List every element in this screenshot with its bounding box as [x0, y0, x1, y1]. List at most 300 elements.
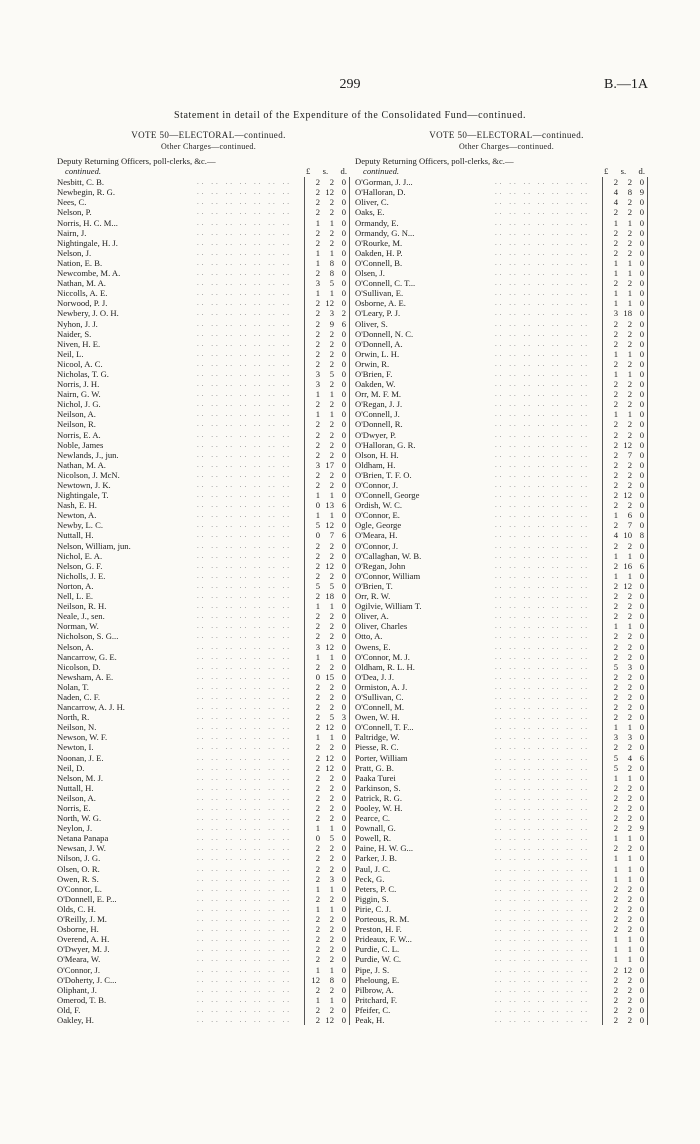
pounds-value: 1: [613, 863, 618, 874]
payee-name: Nicolson, J. McN.: [57, 469, 120, 480]
pounds-value: 1: [315, 823, 320, 834]
pence-value: 0: [639, 580, 644, 591]
leader-dots: .. .. .. .. .. .. ..: [495, 571, 590, 580]
shillings-value: 2: [627, 803, 632, 813]
pence-value: 0: [341, 964, 346, 975]
table-row: [57, 238, 349, 248]
amount: [304, 319, 349, 329]
pounds-value: 1: [315, 247, 320, 258]
payee-name: Prideaux, F. W...: [355, 934, 412, 945]
table-row: [57, 934, 349, 944]
amount: [602, 278, 647, 288]
amount: [304, 551, 349, 561]
pounds-value: 2: [613, 591, 618, 602]
pence-value: 0: [341, 903, 346, 914]
pence-value: 6: [341, 500, 346, 511]
payee-name: Ormandy, G. N...: [355, 227, 415, 238]
amount: [304, 864, 349, 874]
pence-value: 0: [639, 298, 644, 309]
table-row: [57, 631, 349, 641]
amount: [304, 1015, 349, 1025]
leader-dots: .. .. .. .. .. .. ..: [197, 561, 292, 570]
shillings-value: 2: [627, 328, 632, 339]
payee-name: Norris, E. A.: [57, 429, 101, 440]
amount: [602, 319, 647, 329]
pounds-value: 2: [613, 1004, 618, 1015]
pence-value: 0: [639, 268, 644, 279]
table-row: [57, 207, 349, 217]
table-row: [57, 773, 349, 783]
leader-dots: .. .. .. .. .. .. ..: [495, 995, 590, 1004]
shillings-value: 12: [325, 722, 334, 733]
table-row: [57, 490, 349, 500]
amount: [304, 490, 349, 500]
table-row: [355, 369, 647, 379]
leader-dots: .. .. .. .. .. .. ..: [495, 218, 590, 227]
shillings-value: 1: [329, 217, 334, 228]
pence-value: 0: [639, 702, 644, 713]
shillings-value: 8: [329, 257, 334, 268]
amount: [602, 238, 647, 248]
leader-dots: .. .. .. .. .. .. ..: [197, 551, 292, 560]
table-row: [57, 288, 349, 298]
amount: [304, 520, 349, 530]
table-row: [57, 924, 349, 934]
leader-dots: .. .. .. .. .. .. ..: [495, 662, 590, 671]
pence-value: 0: [341, 984, 346, 995]
leader-dots: .. .. .. .. .. .. ..: [495, 359, 590, 368]
shillings-value: 1: [627, 954, 632, 965]
table-row: [57, 763, 349, 773]
leader-dots: .. .. .. .. .. .. ..: [495, 864, 590, 873]
payee-name: Neylon, J.: [57, 823, 93, 834]
table-row: [57, 894, 349, 904]
pence-value: 0: [639, 611, 644, 622]
shillings-header: s.: [322, 166, 329, 177]
payee-name: Oakden, W.: [355, 379, 396, 390]
pounds-value: 2: [613, 490, 618, 501]
table-row: [355, 985, 647, 995]
shillings-value: 2: [329, 691, 334, 702]
shillings-value: 2: [329, 197, 334, 208]
payee-name: Parkinson, S.: [355, 782, 401, 793]
payee-name: Nathan, M. A.: [57, 459, 106, 470]
table-row: [57, 339, 349, 349]
shillings-value: 12: [325, 187, 334, 198]
pounds-value: 2: [315, 237, 320, 248]
shillings-value: 2: [627, 177, 632, 188]
leader-dots: .. .. .. .. .. .. ..: [197, 612, 292, 621]
table-row: [57, 329, 349, 339]
pounds-value: 2: [315, 934, 320, 945]
leader-dots: .. .. .. .. .. .. ..: [197, 511, 292, 520]
shillings-value: 1: [329, 389, 334, 400]
pounds-value: 2: [613, 389, 618, 400]
amount: [602, 1015, 647, 1025]
entry-list: [57, 177, 350, 1025]
amount: [602, 440, 647, 450]
table-row: [57, 187, 349, 197]
amount: [304, 187, 349, 197]
pounds-value: 1: [613, 722, 618, 733]
shillings-value: 1: [627, 944, 632, 955]
amount: [304, 642, 349, 652]
pounds-value: 2: [315, 570, 320, 581]
shillings-value: 2: [627, 358, 632, 369]
column-header: [355, 156, 648, 177]
amount: [304, 430, 349, 440]
table-row: [355, 833, 647, 843]
pence-value: 0: [341, 419, 346, 430]
pence-value: 0: [341, 368, 346, 379]
amount: [304, 177, 349, 187]
leader-dots: .. .. .. .. .. .. ..: [495, 188, 590, 197]
amount: [602, 642, 647, 652]
shillings-value: 12: [325, 560, 334, 571]
pounds-value: 2: [315, 813, 320, 824]
table-row: [57, 510, 349, 520]
leader-dots: .. .. .. .. .. .. ..: [197, 632, 292, 641]
leader-dots: .. .. .. .. .. .. ..: [197, 662, 292, 671]
leader-dots: .. .. .. .. .. .. ..: [495, 652, 590, 661]
shillings-value: 2: [329, 570, 334, 581]
pounds-value: 2: [315, 772, 320, 783]
pounds-value: 1: [315, 389, 320, 400]
amount: [602, 985, 647, 995]
leader-dots: .. .. .. .. .. .. ..: [495, 521, 590, 530]
shillings-value: 2: [627, 459, 632, 470]
pounds-value: 2: [315, 560, 320, 571]
pounds-value: 2: [315, 873, 320, 884]
amount: [602, 864, 647, 874]
pence-value: 0: [639, 237, 644, 248]
amount: [304, 924, 349, 934]
pence-value: 0: [639, 944, 644, 955]
shillings-value: 2: [627, 782, 632, 793]
payee-name: O'Donnell, N. C.: [355, 328, 414, 339]
shillings-value: 2: [329, 540, 334, 551]
pence-value: 0: [341, 358, 346, 369]
pence-value: 0: [341, 197, 346, 208]
shillings-value: 1: [329, 409, 334, 420]
pence-value: 0: [639, 934, 644, 945]
amount: [602, 914, 647, 924]
pence-value: 0: [639, 409, 644, 420]
shillings-value: 2: [627, 207, 632, 218]
table-row: [57, 500, 349, 510]
pounds-value: 2: [613, 278, 618, 289]
shillings-value: 18: [623, 308, 632, 319]
pence-value: 0: [639, 308, 644, 319]
shillings-value: 1: [627, 621, 632, 632]
shillings-value: 2: [627, 540, 632, 551]
amount: [602, 773, 647, 783]
pence-value: 0: [639, 177, 644, 188]
amount: [602, 843, 647, 853]
table-row: [355, 450, 647, 460]
pence-value: 0: [639, 691, 644, 702]
payee-name: Paltridge, W.: [355, 732, 400, 743]
pence-value: 0: [341, 833, 346, 844]
shillings-value: 5: [329, 712, 334, 723]
pounds-header: £: [604, 166, 609, 177]
leader-dots: .. .. .. .. .. .. ..: [495, 380, 590, 389]
pence-value: 0: [639, 490, 644, 501]
shillings-value: 1: [329, 823, 334, 834]
amount: [602, 611, 647, 621]
pounds-value: 1: [315, 288, 320, 299]
pence-value: 0: [639, 358, 644, 369]
shillings-value: 2: [329, 661, 334, 672]
table-row: [355, 692, 647, 702]
leader-dots: .. .. .. .. .. .. ..: [495, 531, 590, 540]
pence-value: 0: [639, 338, 644, 349]
table-row: [57, 853, 349, 863]
pounds-value: 1: [613, 550, 618, 561]
payee-name: Nightingale, T.: [57, 490, 109, 501]
table-row: [57, 278, 349, 288]
leader-dots: .. .. .. .. .. .. ..: [197, 289, 292, 298]
pounds-value: 2: [613, 803, 618, 813]
pounds-value: 2: [315, 944, 320, 955]
table-row: [355, 329, 647, 339]
leader-dots: .. .. .. .. .. .. ..: [495, 178, 590, 187]
table-row: [57, 369, 349, 379]
pounds-value: 2: [613, 540, 618, 551]
amount: [602, 409, 647, 419]
pounds-value: 2: [613, 924, 618, 935]
pounds-value: 1: [613, 853, 618, 864]
leader-dots: .. .. .. .. .. .. ..: [495, 854, 590, 863]
leader-dots: .. .. .. .. .. .. ..: [197, 995, 292, 1004]
payee-name: Oldham, R. L. H.: [355, 661, 415, 672]
leader-dots: .. .. .. .. .. .. ..: [495, 289, 590, 298]
leader-dots: .. .. .. .. .. .. ..: [495, 773, 590, 782]
payee-name: Piesse, R. C.: [355, 742, 399, 753]
payee-name: Norman, W.: [57, 621, 99, 632]
payee-name: Nesbitt, C. B.: [57, 177, 105, 188]
pence-value: 0: [341, 187, 346, 198]
pence-value: 0: [341, 974, 346, 985]
pounds-value: 2: [613, 469, 618, 480]
leader-dots: .. .. .. .. .. .. ..: [197, 925, 292, 934]
amount: [602, 288, 647, 298]
pence-value: 0: [639, 772, 644, 783]
leader-dots: .. .. .. .. .. .. ..: [197, 692, 292, 701]
table-row: [355, 218, 647, 228]
shillings-value: 3: [627, 661, 632, 672]
table-row: [355, 379, 647, 389]
shillings-value: 2: [627, 601, 632, 612]
amount: [602, 652, 647, 662]
table-row: [355, 611, 647, 621]
payee-name: Nation, E. B.: [57, 257, 103, 268]
payee-name: O'Halloran, G. R.: [355, 439, 416, 450]
payee-name: Oakden, H. P.: [355, 247, 403, 258]
leader-dots: .. .. .. .. .. .. ..: [197, 824, 292, 833]
leader-dots: .. .. .. .. .. .. ..: [495, 743, 590, 752]
table-row: [355, 813, 647, 823]
pounds-value: 3: [315, 379, 320, 390]
pounds-value: 12: [311, 974, 320, 985]
leader-dots: .. .. .. .. .. .. ..: [495, 269, 590, 278]
shillings-value: 2: [627, 237, 632, 248]
table-row: [57, 864, 349, 874]
shillings-value: 2: [627, 197, 632, 208]
amount: [602, 369, 647, 379]
amount: [602, 924, 647, 934]
shillings-value: 2: [627, 1004, 632, 1015]
amount: [602, 197, 647, 207]
shillings-value: 1: [329, 490, 334, 501]
leader-dots: .. .. .. .. .. .. ..: [197, 481, 292, 489]
payee-name: O'Regan, J. J.: [355, 399, 403, 410]
pounds-value: 1: [613, 268, 618, 279]
pence-value: 0: [639, 227, 644, 238]
pence-value: 0: [341, 651, 346, 662]
amount: [304, 793, 349, 803]
table-row: [355, 430, 647, 440]
payee-name: Owens, E.: [355, 641, 391, 652]
shillings-value: 2: [329, 631, 334, 642]
page-number: 299: [339, 77, 361, 92]
shillings-value: 2: [329, 358, 334, 369]
table-row: [57, 662, 349, 672]
table-row: [57, 470, 349, 480]
shillings-value: 1: [627, 217, 632, 228]
currency-header: [604, 166, 648, 176]
payee-name: Omerod, T. B.: [57, 994, 107, 1005]
pence-value: 0: [341, 742, 346, 753]
pounds-value: 0: [315, 833, 320, 844]
amount: [602, 389, 647, 399]
pence-value: 0: [639, 964, 644, 975]
table-row: [355, 823, 647, 833]
pounds-value: 1: [315, 217, 320, 228]
payee-name: Pirie, C. J.: [355, 903, 392, 914]
payee-name: Neilson, A.: [57, 409, 96, 420]
pounds-value: 2: [613, 974, 618, 985]
pounds-value: 2: [613, 843, 618, 854]
amount: [602, 490, 647, 500]
table-row: [57, 753, 349, 763]
leader-dots: .. .. .. .. .. .. ..: [495, 248, 590, 257]
pounds-value: 2: [315, 197, 320, 208]
table-row: [57, 541, 349, 551]
entry-list: [355, 177, 648, 1025]
amount: [602, 339, 647, 349]
table-row: [57, 975, 349, 985]
pounds-value: 2: [315, 691, 320, 702]
pence-value: 0: [341, 207, 346, 218]
leader-dots: .. .. .. .. .. .. ..: [495, 430, 590, 439]
leader-dots: .. .. .. .. .. .. ..: [197, 359, 292, 368]
shillings-value: 2: [627, 500, 632, 511]
pence-value: 0: [639, 500, 644, 511]
pounds-value: 2: [315, 681, 320, 692]
payee-name: Nelson, William, jun.: [57, 540, 131, 551]
amount: [602, 207, 647, 217]
pounds-value: 2: [315, 348, 320, 359]
amount: [304, 853, 349, 863]
payee-name: Nairn, J.: [57, 227, 87, 238]
shillings-value: 2: [627, 399, 632, 410]
table-row: [355, 742, 647, 752]
leader-dots: .. .. .. .. .. .. ..: [495, 955, 590, 964]
table-row: [355, 965, 647, 975]
amount: [304, 238, 349, 248]
payee-name: Nichol, J. G.: [57, 399, 101, 410]
pounds-value: 2: [315, 358, 320, 369]
pence-value: 0: [639, 591, 644, 602]
shillings-value: 12: [325, 298, 334, 309]
payee-name: North, R.: [57, 712, 90, 723]
pounds-value: 2: [613, 419, 618, 430]
payee-name: Parker, J. B.: [355, 853, 397, 864]
shillings-value: 1: [329, 732, 334, 743]
shillings-value: 2: [329, 480, 334, 490]
amount: [602, 793, 647, 803]
table-row: [355, 460, 647, 470]
payee-name: Nancarrow, G. E.: [57, 651, 117, 662]
shillings-value: 1: [627, 570, 632, 581]
table-row: [355, 934, 647, 944]
pounds-value: 2: [315, 338, 320, 349]
pence-value: 8: [639, 530, 644, 541]
table-row: [57, 399, 349, 409]
amount: [304, 419, 349, 429]
table-row: [57, 783, 349, 793]
pounds-value: 2: [315, 268, 320, 279]
amount: [602, 975, 647, 985]
shillings-value: 2: [329, 338, 334, 349]
table-row: [355, 954, 647, 964]
leader-dots: .. .. .. .. .. .. ..: [495, 460, 590, 469]
pence-value: 0: [341, 237, 346, 248]
pence-value: 0: [639, 449, 644, 460]
payee-name: Peck, G.: [355, 873, 385, 884]
leader-dots: .. .. .. .. .. .. ..: [197, 874, 292, 883]
amount: [304, 742, 349, 752]
payee-name: Ogle, George: [355, 520, 402, 531]
payee-name: Nuttall, H.: [57, 530, 94, 541]
shillings-value: 2: [627, 843, 632, 854]
table-row: [355, 500, 647, 510]
pounds-value: 1: [315, 651, 320, 662]
amount: [602, 995, 647, 1005]
shillings-value: 2: [627, 631, 632, 642]
table-row: [355, 995, 647, 1005]
amount: [602, 571, 647, 581]
pounds-value: 2: [613, 338, 618, 349]
amount: [602, 450, 647, 460]
pence-value: 0: [341, 641, 346, 652]
leader-dots: .. .. .. .. .. .. ..: [197, 279, 292, 288]
shillings-value: 1: [627, 934, 632, 945]
pence-value: 0: [341, 873, 346, 884]
pounds-value: 2: [613, 742, 618, 753]
shillings-value: 2: [329, 863, 334, 874]
pence-value: 0: [639, 974, 644, 985]
pence-value: 0: [341, 560, 346, 571]
group-heading: Deputy Returning Officers, poll-clerks, &c.—: [57, 156, 216, 167]
leader-dots: .. .. .. .. .. .. ..: [495, 208, 590, 217]
table-row: [355, 884, 647, 894]
leader-dots: .. .. .. .. .. .. ..: [495, 279, 590, 288]
leader-dots: .. .. .. .. .. .. ..: [197, 935, 292, 944]
pence-value: 3: [341, 712, 346, 723]
leader-dots: .. .. .. .. .. .. ..: [495, 884, 590, 893]
